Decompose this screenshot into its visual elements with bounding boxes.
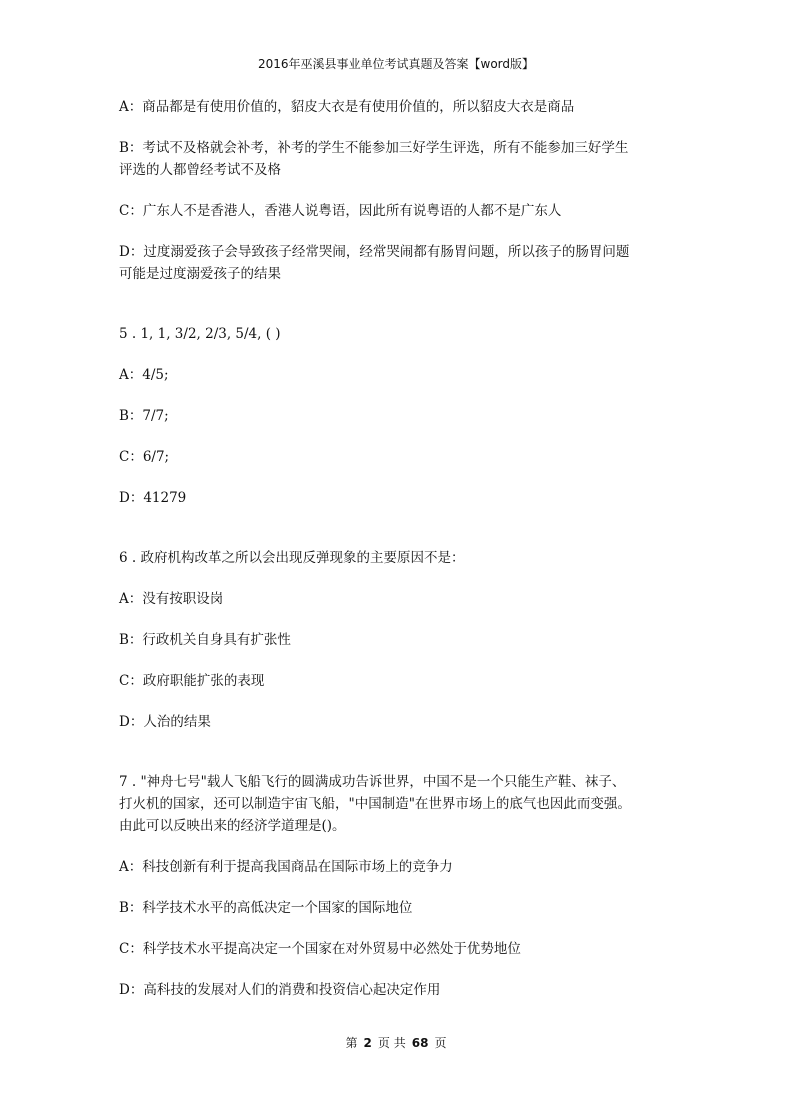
question-5 — [119, 323, 679, 509]
prev-option-b-line1: B：考试不及格就会补考，补考的学生不能参加三好学生评选，所有不能参加三好学生 — [119, 140, 629, 156]
question-5-option-d: D：41279 — [119, 490, 187, 506]
question-5-option-b: B：7/7; — [119, 408, 169, 424]
header-title: 2016年巫溪县事业单位考试真题及答案【word版】 — [257, 57, 535, 71]
prev-question-options — [119, 96, 679, 285]
question-7-title-line3: 由此可以反映出来的经济学道理是()。 — [119, 818, 346, 834]
question-6 — [119, 547, 679, 733]
question-6-option-c: C：政府职能扩张的表现 — [119, 673, 265, 689]
question-6-option-a: A：没有按职设岗 — [119, 591, 224, 607]
page-footer — [0, 1036, 792, 1050]
question-5-option-a: A：4/5; — [119, 367, 169, 383]
prev-option-c: C：广东人不是香港人，香港人说粤语，因此所有说粤语的人都不是广东人 — [119, 203, 562, 219]
question-7-title-line1: 7 . "神舟七号"载人飞船飞行的圆满成功告诉世界，中国不是一个只能生产鞋、袜子、 — [119, 774, 626, 790]
prev-option-d-line1: D：过度溺爱孩子会导致孩子经常哭闹，经常哭闹都有肠胃问题，所以孩子的肠胃问题 — [119, 244, 630, 260]
page-content — [119, 96, 679, 1001]
prev-option-d-line2: 可能是过度溺爱孩子的结果 — [119, 266, 281, 282]
footer-page-number: 2 — [363, 1036, 372, 1050]
question-7-option-c: C：科学技术水平提高决定一个国家在对外贸易中必然处于优势地位 — [119, 941, 521, 957]
prev-option-b-line2: 评选的人都曾经考试不及格 — [119, 162, 281, 178]
footer-prefix: 第 — [345, 1036, 358, 1050]
question-7-option-b: B：科学技术水平的高低决定一个国家的国际地位 — [119, 900, 413, 916]
document-header — [0, 57, 792, 71]
prev-option-a: A：商品都是有使用价值的，貂皮大衣是有使用价值的，所以貂皮大衣是商品 — [119, 99, 575, 115]
question-6-option-d: D：人治的结果 — [119, 714, 211, 730]
question-5-option-c: C：6/7; — [119, 449, 170, 465]
question-7-title-line2: 打火机的国家，还可以制造宇宙飞船，"中国制造"在世界市场上的底气也因此而变强。 — [119, 796, 631, 812]
footer-total-pages: 68 — [411, 1036, 429, 1050]
question-7-option-d: D：高科技的发展对人们的消费和投资信心起决定作用 — [119, 982, 441, 998]
footer-suffix: 页 — [434, 1036, 447, 1050]
question-7-option-a: A：科技创新有利于提高我国商品在国际市场上的竞争力 — [119, 859, 453, 875]
question-6-title: 6 . 政府机构改革之所以会出现反弹现象的主要原因不是： — [119, 550, 465, 566]
footer-middle: 页 共 — [377, 1036, 406, 1050]
question-5-title: 5 . 1, 1, 3/2, 2/3, 5/4, ( ) — [119, 326, 281, 342]
question-7 — [119, 771, 679, 1001]
question-6-option-b: B：行政机关自身具有扩张性 — [119, 632, 291, 648]
